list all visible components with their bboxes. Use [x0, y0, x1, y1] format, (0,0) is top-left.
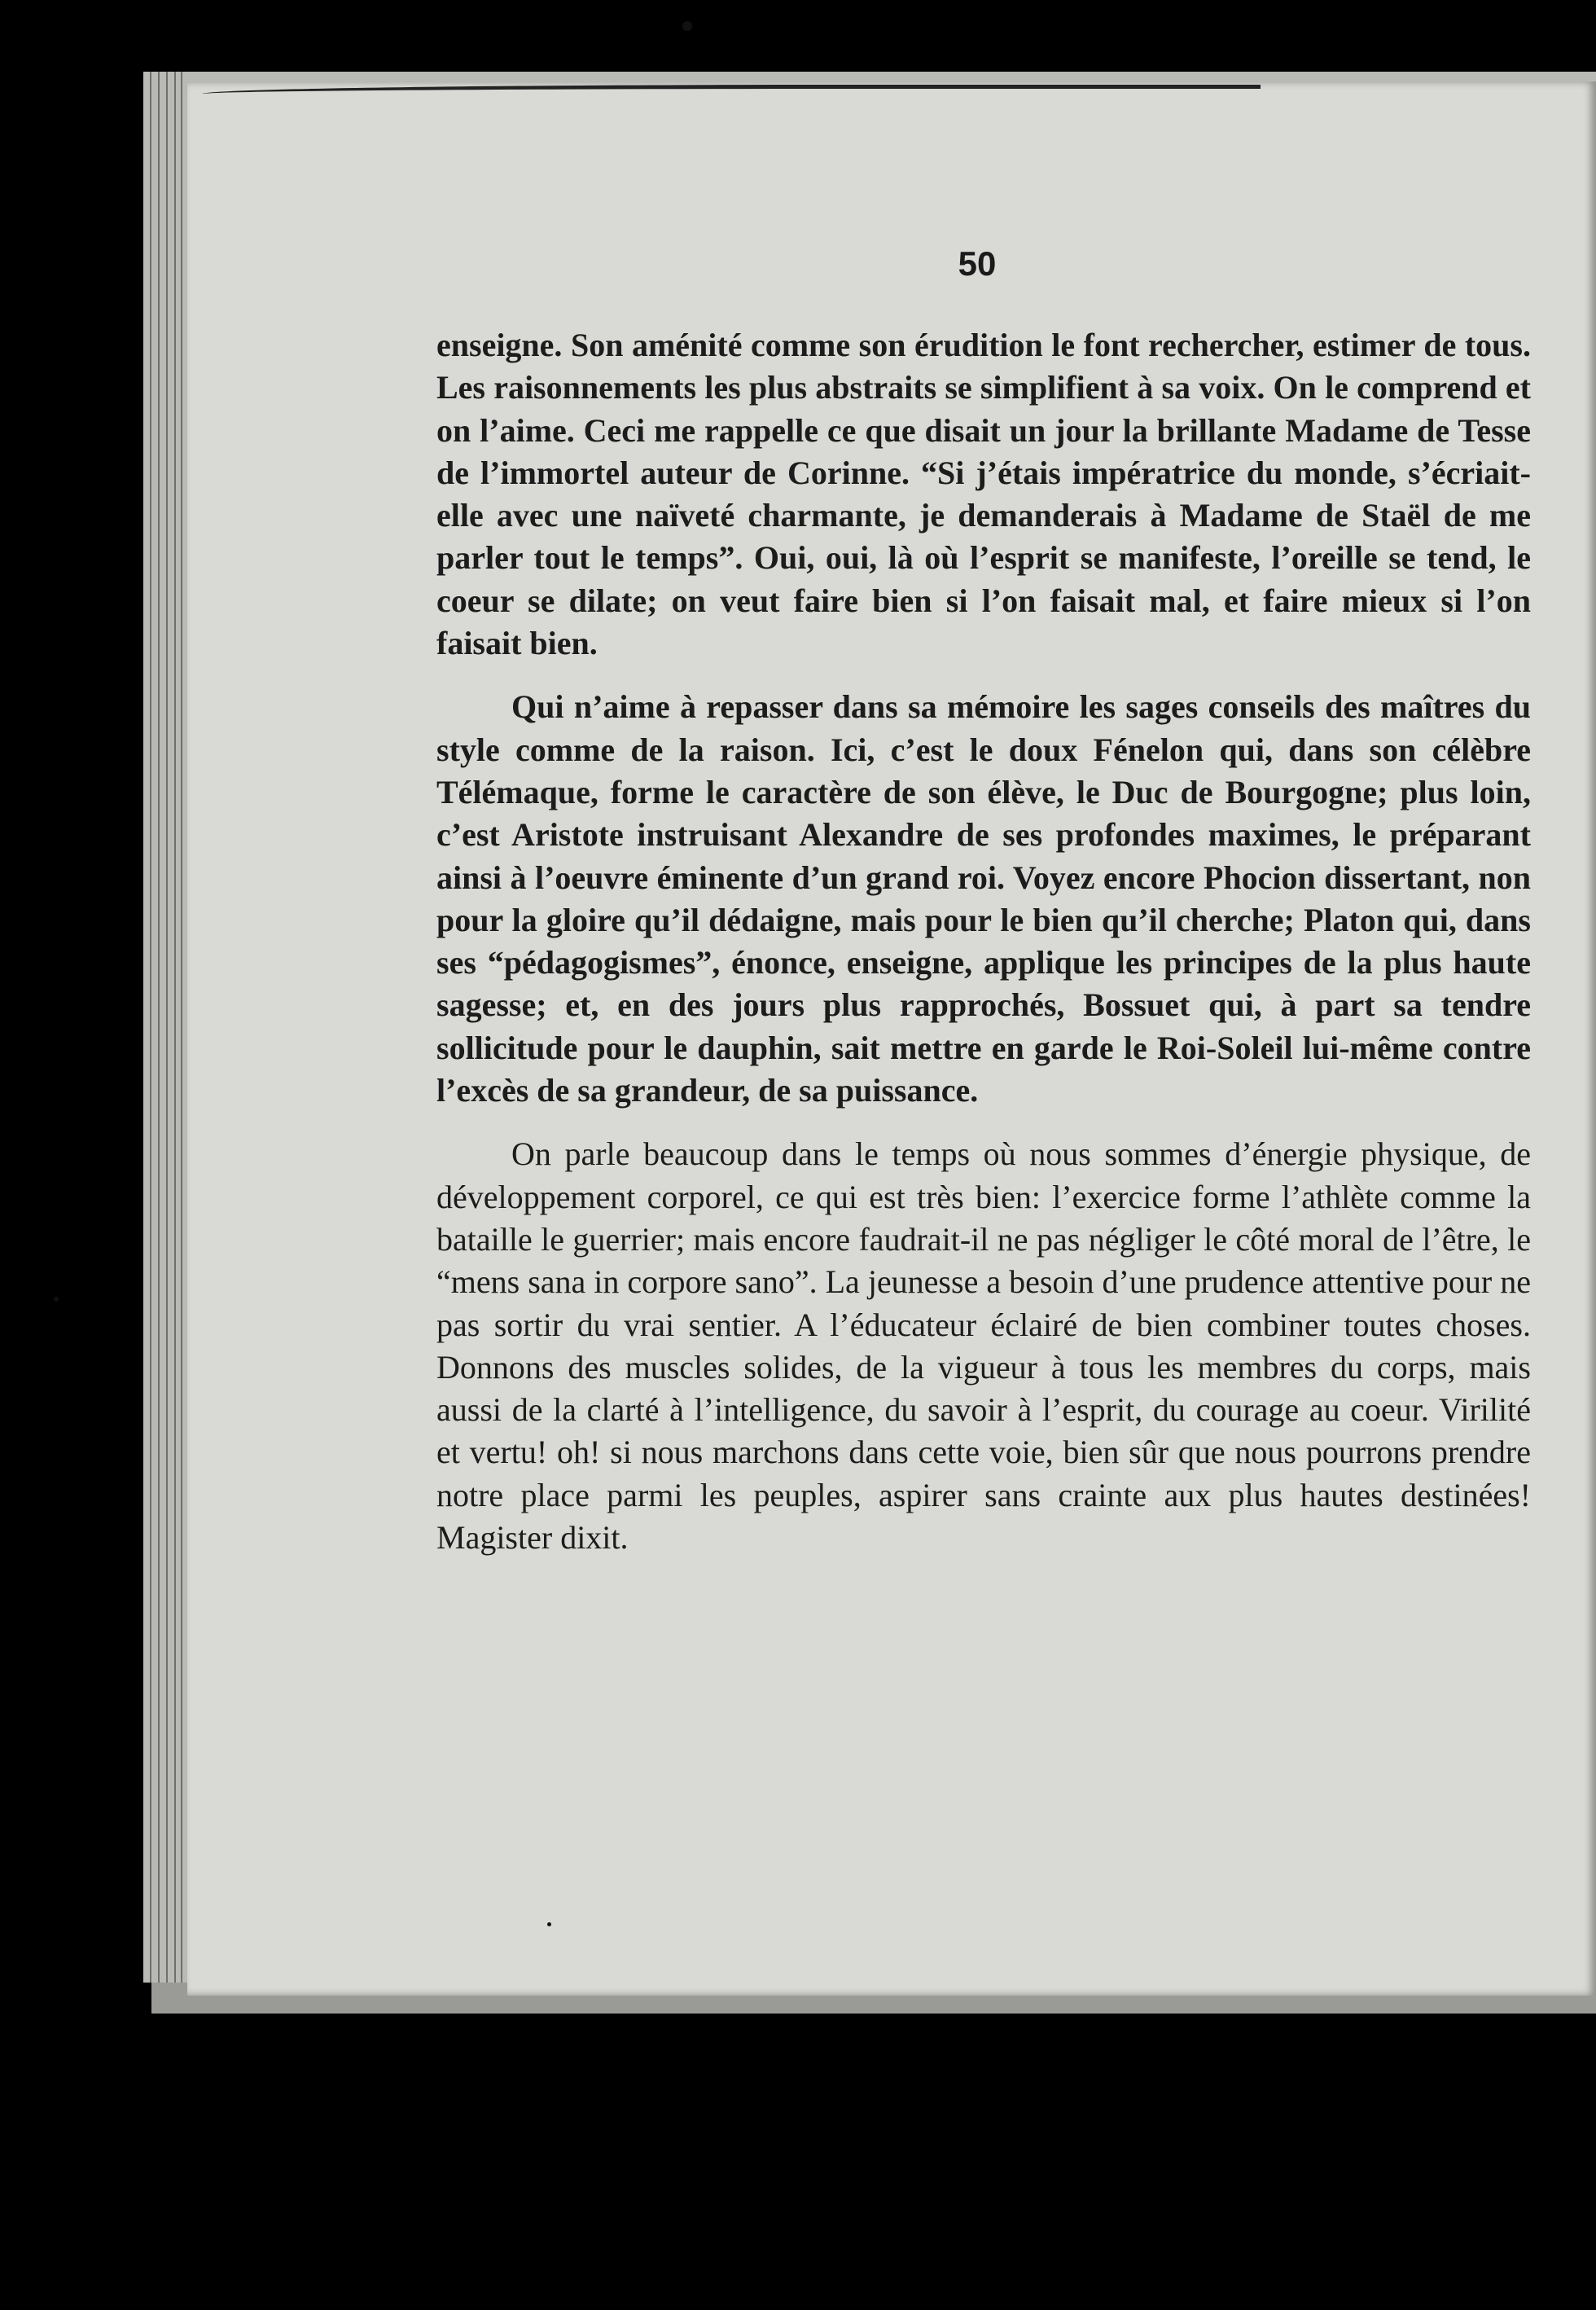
page-number: 50	[958, 244, 997, 283]
page-edge-line	[166, 72, 168, 1983]
paragraph-2: Qui n’aime à repasser dans sa mémoire les sages conseils des maîtres du style comme de la raison. Ici, c’est le doux Fénelon qui, dans son célèbre Télémaque, forme le caractère de son élève, le Duc de Bourgogne; plus loin, c’est Aristote instruisant Alexandre de ses profondes maximes, le préparant ainsi à l’oeuvre éminente d’un grand roi. Voyez encore Phocion dissertant, non pour la gloire qu’il dédaigne, mais pour le bien qu’il cherche; Platon qui, dans ses “pédagogismes”, énonce, enseigne, applique les principes de la plus haute sagesse; et, en des jours plus rapprochés, Bossuet qui, à part sa tendre sollicitude pour le dauphin, sait mettre en garde le Roi-Soleil lui-même contre l’excès de sa grandeur, de sa puissance.	[436, 688, 1531, 1109]
page-top-curl	[202, 85, 1261, 100]
page-edge-line	[150, 72, 151, 1983]
page-edge-line	[158, 72, 160, 1983]
body-text	[436, 324, 1531, 1559]
page-edge-line	[174, 72, 176, 1983]
paragraph-3: On parle beaucoup dans le temps où nous sommes d’énergie physique, de développement corporel, ce qui est très bien: l’exercice forme l’athlète comme la bataille le guerrier; mais encore faudrait-il ne pas négliger le côté moral de l’être, le “mens sana in corpore sano”. La jeunesse a besoin d’une prudence attentive pour ne pas sortir du vrai sentier. A l’éducateur éclairé de bien combiner toutes choses. Donnons des muscles solides, de la vigueur à tous les membres du corps, mais aussi de la clarté à l’intelligence, du savoir à l’esprit, du courage au coeur. Virilité et vertu! oh! si nous marchons dans cette voie, bien sûr que nous pourrons prendre notre place parmi les peuples, aspirer sans crainte aux plus hautes destinées! Magister dixit.	[436, 1135, 1531, 1557]
scan-speck	[547, 1922, 551, 1926]
scan-speck	[682, 21, 692, 31]
paragraph-1: enseigne. Son aménité comme son érudition le font rechercher, estimer de tous. Les raisonnements les plus abstraits se simplifient à sa voix. On le comprend et on l’aime. Ceci me rappelle ce que disait un jour la brillante Madame de Tesse de l’immortel auteur de Corinne. “Si j’étais impératrice du monde, s’écriait-elle avec une naïveté charmante, je demanderais à Madame de Staël de me parler tout le temps”. Oui, oui, là où l’esprit se manifeste, l’oreille se tend, le coeur se dilate; on veut faire bien si l’on faisait mal, et faire mieux si l’on faisait bien.	[436, 327, 1531, 662]
page-edge-line	[181, 72, 182, 1983]
scan-speck	[54, 1297, 59, 1302]
